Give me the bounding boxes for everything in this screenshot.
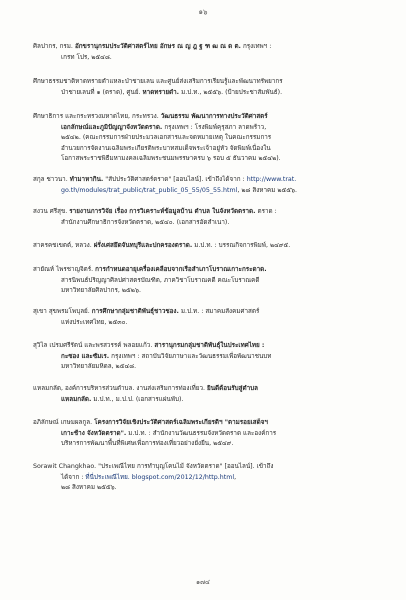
entry-text: ม.ป.ท., ๒๕๕๖. (ป้ายประชาสัมพันธ์). xyxy=(179,88,283,96)
entry-line xyxy=(33,318,381,329)
entry-line xyxy=(33,112,381,123)
entry-title: ฝรั่งเศสยึดจันทบุรีและปกครองตราด. xyxy=(93,242,193,249)
bibliography-entry xyxy=(33,207,381,228)
bibliography-entry xyxy=(33,341,381,373)
entry-title: อักขรานุกรมประวัติศาสตร์ไทย อักษร ณ ญ ฎ ฐ ฑ ฒ ณ ด ต. xyxy=(74,43,241,50)
entry-text: "สัปประวัติศาสตร์ตราด" [ออนไลน์]. เข้าถึงได้จาก : xyxy=(103,176,247,183)
entry-text: สำนักงานศึกษาธิการจังหวัดตราด, ๒๕๔๐. (เอกสารอัดสำเนา). xyxy=(61,218,230,226)
entry-text: แห่งประเทศไทย, ๒๕๓๐. xyxy=(61,318,128,326)
entry-text: Sorawit Changkhao. "ประเพณีไทย การทำบุญโคนไม้ จังหวัดตราด" [ออนไลน์]. เข้าถึง xyxy=(33,463,274,470)
entry-text: มหาวิทยาลัยมหิดล, ๒๕๔๘. xyxy=(61,363,137,371)
entry-title: การกำหนดอายุเครื่องเคลือบจากเรือสำเภาโบราณเกาะกระดาด. xyxy=(95,266,267,273)
entry-url[interactable]: ที่นี่ประเพณีไทย. blogspot.com/2012/12/http.html xyxy=(85,473,235,481)
entry-text: มหาวิทยาลัยศิลปากร, ๒๕๒๖. xyxy=(61,287,141,295)
entry-url[interactable]: go.th/modules/trat_public/trat_public_05_55/05_55.html xyxy=(61,186,238,194)
entry-text: ป่าชายเลนที่ ๑ (ตราด), ศูนย์. xyxy=(61,88,143,96)
entry-line xyxy=(33,418,381,429)
entry-title: กะซอง และซัมเร. xyxy=(61,352,110,360)
entry-text: ๒๕๔๒. (คณะกรรมการฝ่ายประมวลเอกสารและจดหมายเหตุ ในคณะกรรมการ xyxy=(61,134,272,142)
entry-text: สกุล ชาวนา. xyxy=(33,176,70,183)
entry-line xyxy=(33,429,381,440)
entry-text: ศึกษาธิการ และกระทรวงมหาดไทย, กระทรวง. xyxy=(33,113,161,120)
entry-line xyxy=(33,186,381,197)
entry-url[interactable]: http://www.trat. xyxy=(246,176,297,183)
entry-line xyxy=(33,88,381,99)
entry-line xyxy=(33,462,381,473)
entry-title: หาดทรายดำ. xyxy=(142,88,180,96)
entry-line xyxy=(33,218,381,229)
bibliography-entry xyxy=(33,384,381,405)
entry-text: สงวน ศรีสุข. xyxy=(33,208,70,215)
entry-text: สุเขา สุขพรมโพบุลย์. xyxy=(33,308,92,315)
entry-text: ม.ป.ท. : สมาคมสังคมศาสตร์ xyxy=(178,308,260,315)
entry-line xyxy=(33,352,381,363)
entry-text: , ๒๘ สิงหาคม ๒๕๕๖. xyxy=(237,186,298,194)
entry-text: อภิลักษณ์ เกษมผลกูล. xyxy=(33,419,95,426)
entry-line xyxy=(33,207,381,218)
entry-line xyxy=(33,439,381,450)
bibliography-entry xyxy=(33,265,381,297)
entry-text: กรุงเทพฯ : xyxy=(240,43,272,50)
entry-line xyxy=(33,276,381,287)
entry-line xyxy=(33,341,381,352)
entry-text: บริหารการพัฒนาพื้นที่พิเศษเพื่อการท่องเที่ยวอย่างยั่งยืน, ๒๕๔๙. xyxy=(61,440,234,448)
entry-title: เอกลักษณ์และภูมิปัญญาจังหวัดตราด. xyxy=(61,123,163,131)
page-number-bottom: ๑๗๔ xyxy=(196,578,210,586)
bibliography-entry xyxy=(33,175,381,196)
entry-text: แหลมกลัด, องค์การบริหารส่วนตำบล. งานส่งเสริมการท่องเที่ยว. xyxy=(33,385,208,392)
entry-line xyxy=(33,395,381,406)
entry-line xyxy=(33,144,381,155)
entry-text: สาครคชเขตต์, หลวง. xyxy=(33,242,94,249)
bibliography-entry xyxy=(33,112,381,165)
entry-text: ม.ป.ท., ม.ป.ป. (เอกสารแผ่นพับ). xyxy=(91,395,184,403)
entry-text: ศึกษาธรรมชาติหาดทรายตำแหละป่าชายเลน และศูนย์ส่งเสริมการเรียนรู้และพัฒนาทรัพยากร xyxy=(33,78,283,85)
entry-text: ศิลปากร, กรม. xyxy=(33,43,75,50)
entry-text: สายัณห์ ไพรชาญจิตร์. xyxy=(33,266,96,273)
entry-text: สุวิไล เปรมศรีรัตน์ และพรสวรรค์ พลอยแก้ว. xyxy=(33,342,155,349)
entry-line xyxy=(33,473,381,484)
entry-title: รายงานการวิจัย เรื่อง การวิเคราะห์ข้อมูลบ้าน ตำบล ในจังหวัดตราด. xyxy=(69,208,256,215)
entry-text: โอกาสพระราชพิธีมหามงคลเฉลิมพระชนมพรรษาครบ ๖ รอบ ๕ ธันวาคม ๒๕๔๒). xyxy=(61,155,281,163)
bibliography-entry xyxy=(33,77,381,98)
entry-title: วัฒนธรรม พัฒนาการทางประวัติศาสตร์ xyxy=(160,113,268,120)
entry-title: เกาะช้าง จังหวัดตราด". xyxy=(61,429,127,437)
entry-title: ยินดีต้อนรับสู่ตำบล xyxy=(207,385,258,392)
bibliography-entry xyxy=(33,307,381,328)
entry-line xyxy=(33,286,381,297)
entry-text: กรุงเทพฯ : โรงพิมพ์คุรุสภา ลาดพร้าว, xyxy=(162,123,267,131)
entry-text: เกรท โปร, ๒๕๔๘. xyxy=(61,53,112,61)
entry-line xyxy=(33,175,381,186)
entry-line xyxy=(33,42,381,53)
entry-text: สารนิพนธ์ปริญญาศิลปศาสตรบัณฑิต, ภาควิชาโบราณคดี คณะโบราณคดี xyxy=(61,276,260,284)
entry-text: ๒๘ สิงหาคม ๒๕๕๖. xyxy=(61,484,117,492)
entry-text: กรุงเทพฯ : สถาบันวิจัยภาษาและวัฒนธรรมเพื่อพัฒนาชนบท xyxy=(109,352,272,360)
bibliography-entry xyxy=(33,418,381,450)
entry-line xyxy=(33,133,381,144)
entry-text: ม.ป.ท. : บรรณกิจการพิมพ์, ๒๔๙๕. xyxy=(192,242,291,249)
entry-line xyxy=(33,77,381,88)
entry-line xyxy=(33,307,381,318)
entry-line xyxy=(33,384,381,395)
bibliography-entry xyxy=(33,462,381,494)
entry-text: ได้จาก : xyxy=(61,473,86,481)
entry-line xyxy=(33,123,381,134)
entry-title: ทำมาหากิน. xyxy=(69,176,104,183)
entry-title: แหลมกลัด. xyxy=(61,395,92,403)
bibliography-entry xyxy=(33,241,381,252)
entry-text: อำนวยการจัดงานเฉลิมพระเกียรติพระบาทสมเด็จพระเจ้าอยู่หัว จัดพิมพ์เนื่องใน xyxy=(61,144,271,152)
entry-text: , xyxy=(234,473,237,481)
entry-line xyxy=(33,241,381,252)
entry-title: โครงการวิจัยเชิงประวัติศาสตร์เฉลิมพระเกียรติฯ "ตามรอยเสด็จฯ xyxy=(94,419,268,426)
entry-line xyxy=(33,265,381,276)
entry-text: ม.ป.ท. : สำนักงานวัฒนธรรมจังหวัดตราด และองค์การ xyxy=(126,429,277,437)
entry-text: ตราด : xyxy=(255,208,277,215)
entry-title: สารานุกรมกลุ่มชาติพันธุ์ในประเทศไทย : xyxy=(154,342,265,349)
entry-line xyxy=(33,362,381,373)
bibliography-entry xyxy=(33,42,381,63)
page-number-top: ๑๖ xyxy=(198,8,208,16)
entry-title: การศึกษากลุ่มชาติพันธุ์ชาวชอง. xyxy=(91,308,179,315)
entry-line xyxy=(33,154,381,165)
entry-line xyxy=(33,483,381,494)
entry-line xyxy=(33,53,381,64)
